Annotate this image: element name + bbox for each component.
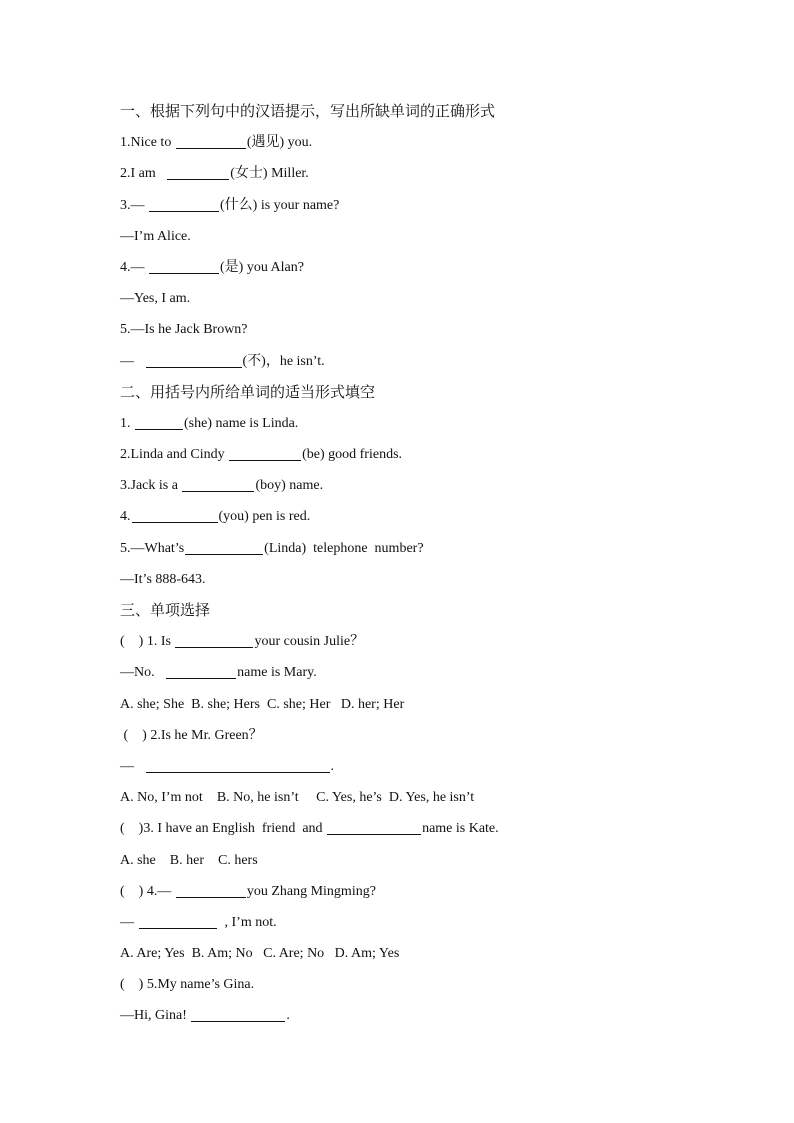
question-2-4: [120, 501, 700, 532]
question-1-2: [120, 158, 700, 189]
prefix: ( ) 1. Is: [120, 634, 175, 650]
suffix: name is Kate.: [422, 821, 499, 837]
question-1-5-reply: [120, 346, 700, 377]
question-3-4: [120, 876, 700, 907]
question-3-1: [120, 626, 700, 657]
answer-blank[interactable]: [149, 195, 219, 212]
question-2-3: [120, 470, 700, 501]
text: ( ) 5.My name’s Gina.: [120, 977, 255, 993]
suffix: (be) good friends.: [302, 447, 403, 463]
prefix: 4.—: [120, 259, 148, 275]
question-3-4-reply: [120, 907, 700, 938]
question-3-2-reply: [120, 751, 700, 782]
options-text: A. No, I’m not B. No, he isn’t C. Yes, he’s D. Yes, he isn’t: [120, 790, 475, 806]
section-3-heading: 三、单项选择: [120, 601, 211, 619]
suffix: (you) pen is red.: [218, 509, 311, 525]
prefix: 5.—What’s: [120, 540, 185, 556]
prefix: 4.: [120, 509, 131, 525]
text: —Yes, I am.: [120, 291, 191, 307]
answer-blank[interactable]: [176, 881, 246, 898]
suffix: (she) name is Linda.: [184, 415, 299, 431]
answer-blank[interactable]: [229, 444, 301, 461]
question-2-5-reply: [120, 564, 700, 595]
prefix: 3.—: [120, 197, 148, 213]
question-3-3-options: [120, 845, 700, 876]
question-1-1: [120, 127, 700, 158]
suffix: .: [286, 1008, 290, 1024]
options-text: A. Are; Yes B. Am; No C. Are; No D. Am; Yes: [120, 946, 400, 962]
suffix: (Linda) telephone number?: [264, 540, 424, 556]
question-3-2: [120, 720, 700, 751]
answer-blank[interactable]: [166, 662, 236, 679]
prefix: —: [120, 758, 145, 774]
answer-blank[interactable]: [149, 257, 219, 274]
suffix: .: [330, 758, 334, 774]
question-2-5: [120, 533, 700, 564]
worksheet: [120, 96, 700, 1032]
answer-blank[interactable]: [185, 538, 263, 555]
text: 5.—Is he Jack Brown?: [120, 322, 248, 338]
answer-blank[interactable]: [146, 351, 242, 368]
answer-blank[interactable]: [132, 506, 218, 523]
text: —It’s 888-643.: [120, 571, 206, 587]
question-1-3-reply: [120, 221, 700, 252]
question-1-4: [120, 252, 700, 283]
prefix: 1.Nice to: [120, 135, 175, 151]
prefix: —No.: [120, 665, 166, 681]
section-2-heading: 二、用括号内所给单词的适当形式填空: [120, 382, 376, 401]
question-3-1-reply: [120, 657, 700, 688]
answer-blank[interactable]: [175, 631, 253, 648]
prefix: ( )3. I have an English friend and: [120, 821, 327, 837]
question-3-2-options: [120, 782, 700, 813]
prefix: —: [120, 914, 138, 930]
options-text: A. she B. her C. hers: [120, 852, 258, 868]
text: ( ) 2.Is he Mr. Green？: [120, 727, 263, 743]
answer-blank[interactable]: [191, 1005, 285, 1022]
suffix: you Zhang Mingming?: [246, 883, 376, 899]
suffix: (什么) is your name?: [220, 197, 340, 213]
text: —I’m Alice.: [120, 228, 191, 244]
question-3-3: [120, 813, 700, 844]
suffix: (是) you Alan?: [220, 259, 304, 275]
prefix: 1.: [120, 415, 134, 431]
question-1-5: [120, 314, 700, 345]
question-2-2: [120, 439, 700, 470]
suffix: (不)，he isn’t.: [242, 353, 325, 369]
answer-blank[interactable]: [146, 756, 330, 773]
suffix: , I’m not.: [217, 914, 277, 930]
answer-blank[interactable]: [167, 163, 229, 180]
suffix: (遇见) you.: [246, 135, 313, 151]
suffix: name is Mary.: [237, 665, 317, 681]
prefix: 3.Jack is a: [120, 478, 182, 494]
answer-blank[interactable]: [182, 475, 254, 492]
question-3-5-reply: [120, 1000, 700, 1031]
prefix: ( ) 4.—: [120, 883, 175, 899]
section-1-heading: 一、根据下列句中的汉语提示，写出所缺单词的正确形式: [120, 102, 496, 120]
answer-blank[interactable]: [139, 912, 217, 929]
options-text: A. she; She B. she; Hers C. she; Her D. her; Her: [120, 696, 405, 712]
question-1-4-reply: [120, 283, 700, 314]
question-3-4-options: [120, 938, 700, 969]
suffix: (女士) Miller.: [230, 166, 309, 182]
answer-blank[interactable]: [176, 132, 246, 149]
question-1-3: [120, 190, 700, 221]
prefix: 2.Linda and Cindy: [120, 447, 229, 463]
suffix: (boy) name.: [255, 478, 324, 494]
suffix: your cousin Julie？: [254, 634, 365, 650]
prefix: —: [120, 353, 145, 369]
answer-blank[interactable]: [135, 413, 183, 430]
prefix: 2.I am: [120, 166, 167, 182]
question-3-1-options: [120, 689, 700, 720]
question-2-1: [120, 408, 700, 439]
question-3-5: [120, 969, 700, 1000]
answer-blank[interactable]: [327, 818, 421, 835]
prefix: —Hi, Gina!: [120, 1008, 191, 1024]
